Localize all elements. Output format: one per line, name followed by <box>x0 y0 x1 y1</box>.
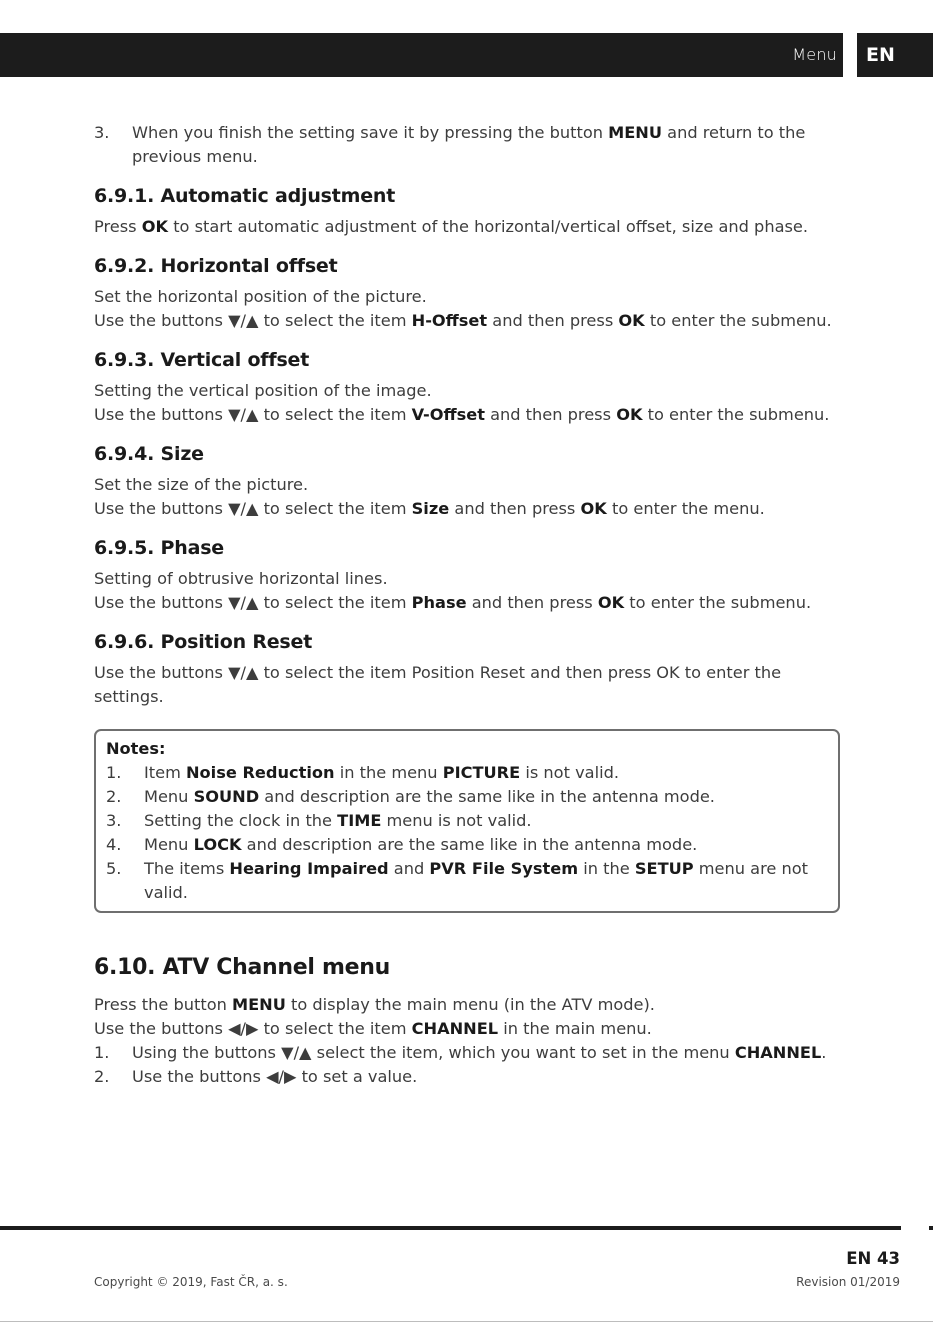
section-heading: 6.9.4. Size <box>94 443 204 465</box>
text: Press <box>94 217 142 236</box>
footer-rule <box>0 1226 901 1230</box>
bold-term: Noise Reduction <box>186 763 335 782</box>
list-number: 1. <box>106 763 122 782</box>
note-item <box>106 833 828 857</box>
bold-term: CHANNEL <box>734 1043 822 1062</box>
text: to enter the menu. <box>606 499 765 518</box>
list-text <box>144 785 828 809</box>
list-item <box>94 121 839 169</box>
text: in the <box>578 859 635 878</box>
paragraph <box>94 993 839 1017</box>
bold-term: Phase <box>411 593 467 612</box>
bold-term: SETUP <box>634 859 694 878</box>
revision-text: Revision 01/2019 <box>796 1275 900 1289</box>
section-6-9-3 <box>94 347 839 427</box>
section-heading: 6.9.5. Phase <box>94 537 224 559</box>
bold-term: OK <box>616 405 643 424</box>
bold-term: MENU <box>232 995 286 1014</box>
text: and then press <box>449 499 581 518</box>
section-6-9-4 <box>94 441 839 521</box>
text: is not valid. <box>520 763 619 782</box>
text: Use the buttons ▼/▲ to select the item <box>94 405 412 424</box>
text: Press the button <box>94 995 232 1014</box>
text: in the main menu. <box>498 1019 652 1038</box>
list-item <box>94 1041 839 1065</box>
text: and then press <box>484 405 617 424</box>
list-text <box>144 761 828 785</box>
paragraph: Set the horizontal position of the picture. <box>94 287 427 306</box>
note-item <box>106 785 828 809</box>
text: and return to the previous menu. <box>132 123 806 166</box>
list-text <box>132 1041 839 1065</box>
bold-term: CHANNEL <box>411 1019 499 1038</box>
paragraph <box>94 1017 839 1041</box>
text: When you finish the setting save it by pressing the button <box>132 123 609 142</box>
list-number: 2. <box>94 1067 110 1086</box>
section-6-9-6 <box>94 629 839 709</box>
text: menu is not valid. <box>381 811 532 830</box>
text: and description are the same like in the antenna mode. <box>259 787 715 806</box>
text: The items <box>144 859 230 878</box>
bold-term: SOUND <box>193 787 260 806</box>
bold-term: OK <box>597 593 625 612</box>
language-badge: EN <box>857 33 933 77</box>
list-number: 3. <box>106 811 122 830</box>
text: Item <box>144 763 186 782</box>
text: Use the buttons ▼/▲ to select the item <box>94 311 412 330</box>
paragraph: Set the size of the picture. <box>94 475 309 494</box>
text: Use the buttons ▼/▲ to select the item <box>94 593 412 612</box>
bold-term: PVR File System <box>429 859 579 878</box>
list-number: 2. <box>106 787 122 806</box>
list-text <box>144 833 828 857</box>
list-number: 3. <box>94 123 110 142</box>
section-6-9-2 <box>94 253 839 333</box>
section-heading: 6.9.6. Position Reset <box>94 631 313 653</box>
page-number: EN 43 <box>846 1249 900 1268</box>
text: Use the buttons ▼/▲ to select the item <box>94 499 412 518</box>
text: Using the buttons ▼/▲ select the item, which you want to set in the menu <box>132 1043 735 1062</box>
text: menu are not valid. <box>144 859 809 902</box>
section-heading: 6.9.2. Horizontal offset <box>94 255 338 277</box>
list-text <box>144 809 828 833</box>
bold-term: MENU <box>608 123 662 142</box>
notes-box <box>94 729 840 913</box>
text: Menu <box>144 787 194 806</box>
text: to display the main menu (in the ATV mode). <box>285 995 655 1014</box>
text: and <box>388 859 430 878</box>
bold-term: V-Offset <box>411 405 485 424</box>
text: to enter the submenu. <box>644 311 832 330</box>
bold-term: OK <box>618 311 645 330</box>
paragraph <box>94 309 839 333</box>
note-item <box>106 809 828 833</box>
text: and then press <box>466 593 598 612</box>
bold-term: Size <box>411 499 450 518</box>
bold-term: OK <box>141 217 169 236</box>
header-bar <box>0 33 843 77</box>
chapter-heading: 6.10. ATV Channel menu <box>94 955 390 980</box>
list-item <box>94 1065 839 1089</box>
footer-rule-tick <box>929 1226 933 1230</box>
paragraph: Setting of obtrusive horizontal lines. <box>94 569 388 588</box>
list-number: 1. <box>94 1043 110 1062</box>
section-6-10 <box>94 953 839 1089</box>
section-6-9-1 <box>94 183 839 239</box>
section-6-9-5 <box>94 535 839 615</box>
bold-term: PICTURE <box>442 763 521 782</box>
bold-term: LOCK <box>193 835 242 854</box>
text: to enter the submenu. <box>624 593 812 612</box>
text: and description are the same like in the antenna mode. <box>241 835 698 854</box>
page-bottom-edge <box>0 1321 933 1322</box>
note-item <box>106 857 828 905</box>
bold-term: OK <box>580 499 607 518</box>
list-text <box>144 857 828 905</box>
paragraph: Setting the vertical position of the image. <box>94 381 432 400</box>
header-section-label: Menu <box>792 45 837 64</box>
list-number: 5. <box>106 859 122 878</box>
list-text: Use the buttons ◀/▶ to set a value. <box>132 1067 418 1086</box>
notes-title: Notes: <box>106 739 166 758</box>
paragraph <box>94 591 839 615</box>
text: Use the buttons ◀/▶ to select the item <box>94 1019 412 1038</box>
paragraph <box>94 215 839 239</box>
section-heading: 6.9.1. Automatic adjustment <box>94 185 396 207</box>
section-heading: 6.9.3. Vertical offset <box>94 349 310 371</box>
text: Setting the clock in the <box>144 811 338 830</box>
paragraph <box>94 403 839 427</box>
note-item <box>106 761 828 785</box>
copyright-text: Copyright © 2019, Fast ČR, a. s. <box>94 1275 288 1289</box>
list-text <box>132 121 839 169</box>
bold-term: TIME <box>337 811 382 830</box>
page-content <box>94 121 839 1089</box>
text: to enter the submenu. <box>642 405 830 424</box>
bold-term: H-Offset <box>411 311 488 330</box>
paragraph: Use the buttons ▼/▲ to select the item Position Reset and then press OK to enter the settings. <box>94 663 782 706</box>
list-number: 4. <box>106 835 122 854</box>
text: in the menu <box>334 763 443 782</box>
text: Menu <box>144 835 194 854</box>
paragraph <box>94 497 839 521</box>
text: and then press <box>487 311 619 330</box>
text: . <box>821 1043 827 1062</box>
bold-term: Hearing Impaired <box>229 859 389 878</box>
text: to start automatic adjustment of the horizontal/vertical offset, size and phase. <box>168 217 809 236</box>
